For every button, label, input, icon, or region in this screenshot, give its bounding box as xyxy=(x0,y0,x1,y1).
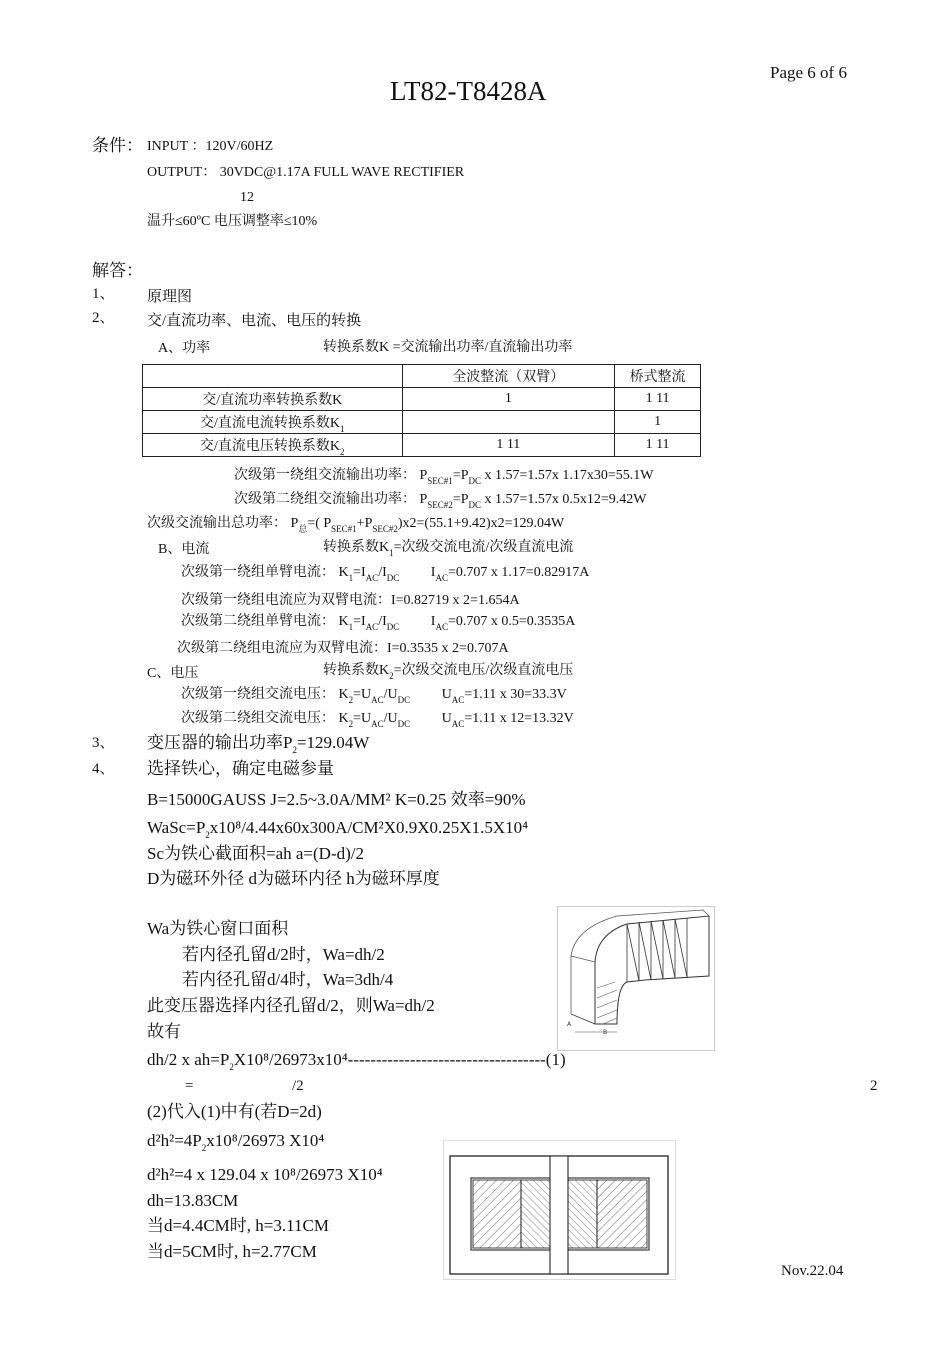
equation4: d²h²=4 x 129.04 x 10⁸/26973 X10⁴ xyxy=(147,1165,383,1184)
d2-result: 当d=5CM时, h=2.77CM xyxy=(147,1242,317,1261)
svg-text:A: A xyxy=(567,1021,572,1028)
dimensions-line: D为磁环外径 d为磁环内径 h为磁环厚度 xyxy=(147,869,440,888)
table-cell: 交/直流功率转换系数K xyxy=(143,388,403,411)
therefore-line: 故有 xyxy=(147,1022,181,1041)
table-row xyxy=(143,388,701,411)
sc-line: Sc为铁心截面积=ah a=(D-d)/2 xyxy=(147,844,364,863)
c2-line: 次级第二绕组交流电压： $K_2=U_{AC}/U_{DC}$ $U_{AC}=1.11$ x 12=13.32V xyxy=(181,711,574,729)
wasc-line: $WaSc=P_2x10^8/4.44x60x300A/CM^2X0.9X0.25X1.5X10^4$ xyxy=(147,818,529,840)
equation3: $d^2h^2=4P_2x10^8/26973$ X10⁴ xyxy=(147,1131,325,1153)
item2-number: 2、 xyxy=(92,310,115,326)
svg-text:B: B xyxy=(603,1029,608,1036)
item1-number: 1、 xyxy=(92,286,115,302)
equation2-a: = xyxy=(185,1078,194,1094)
core-cross-section-illustration xyxy=(443,1140,679,1280)
wa-line: Wa为铁心窗口面积 xyxy=(147,919,289,938)
wa2-line: 若内径孔留d/4时，Wa=3dh/4 xyxy=(182,970,394,989)
b3-line: 次级第二绕组单臂电流： $K_1=I_{AC}/I_{DC}$ $I_{AC}=0.707$ x 0.5=0.3535A xyxy=(181,614,576,632)
item4-text: 选择铁心，确定电磁参量 xyxy=(147,759,334,778)
item4-number: 4、 xyxy=(92,761,115,777)
output-spec: OUTPUT： 30VDC@1.17A FULL WAVE RECTIFIER xyxy=(147,165,465,180)
page-title: LT82-T8428A xyxy=(390,76,547,106)
conditions-label: 条件： xyxy=(92,136,143,155)
input-spec: INPUT ：120V/60HZ xyxy=(147,139,274,154)
dh-result: dh=13.83CM xyxy=(147,1191,239,1210)
table-header-cell: 全波整流（双臂） xyxy=(402,365,615,388)
table-cell: 1 11 xyxy=(615,434,701,457)
table-cell: 1 11 xyxy=(402,434,615,457)
section-c-formula: 转换系数$K_2=$次级交流电压/次级直流电压 xyxy=(323,663,574,681)
section-a-formula: 转换系数K =交流输出功率/直流输出功率 xyxy=(323,340,573,355)
c1-line: 次级第一绕组交流电压： $K_2=U_{AC}/U_{DC}$ $U_{AC}=1.11$ x 30=33.3V xyxy=(181,687,567,705)
table-row xyxy=(143,434,701,457)
page-number: Page 6 of 6 xyxy=(770,63,847,82)
item3-text: 变压器的输出功率$P_2=129.04W$ xyxy=(147,733,370,755)
output-extra: 12 xyxy=(240,190,254,205)
equation1: dh/2 x $ah=P_2X10^8/26973x10^4-----------------------------------(1)$ xyxy=(147,1050,566,1072)
item2-text: 交/直流功率、电流、电压的转换 xyxy=(147,313,362,329)
section-b-label: B、电流 xyxy=(158,542,210,557)
sec2-power-line: 次级第二绕组交流输出功率： $P_{SEC\#2}=P_{DC}$ x 1.57=1.57x 0.5x12=9.42W xyxy=(234,492,647,510)
section-b-formula: 转换系数$K_1=$次级交流电流/次级直流电流 xyxy=(323,540,574,558)
temperature-spec: 温升≤60ºC 电压调整率≤10% xyxy=(147,214,318,229)
equation2-c: 2 xyxy=(870,1078,878,1094)
table-cell: 1 xyxy=(402,388,615,411)
wa3-line: 此变压器选择内径孔留d/2，则Wa=dh/2 xyxy=(147,996,435,1015)
table-cell xyxy=(402,411,615,434)
b2-line: 次级第一绕组电流应为双臂电流：I=0.82719 x 2=1.654A xyxy=(181,593,520,608)
substitution-line: (2)代入(1)中有(若D=2d) xyxy=(147,1102,322,1121)
total-power-line: 次级交流输出总功率： $P_总=$( $P_{SEC\#1}+P_{SEC\#2})x2=(55.1+9.42)x2=129.04W$ xyxy=(147,516,565,534)
conversion-table xyxy=(142,364,701,457)
section-a-label: A、功率 xyxy=(158,341,211,356)
table-row xyxy=(143,411,701,434)
b1-line: 次级第一绕组单臂电流： $K_1=I_{AC}/I_{DC}$ $I_{AC}=0.707$ x 1.17=0.82917A xyxy=(181,565,590,583)
item1-text: 原理图 xyxy=(147,289,193,305)
params-line: B=15000GAUSS J=2.5~3.0A/MM² K=0.25 效率=90% xyxy=(147,790,526,809)
b4-line: 次级第二绕组电流应为双臂电流：I=0.3535 x 2=0.707A xyxy=(177,641,509,656)
wa1-line: 若内径孔留d/2时，Wa=dh/2 xyxy=(182,945,385,964)
table-cell: 交/直流电流转换系数$K_1$ xyxy=(143,411,403,434)
table-cell: 1 xyxy=(615,411,701,434)
sec1-power-line: 次级第一绕组交流输出功率： $P_{SEC\#1}=P_{DC}$ x 1.57=1.57x 1.17x30=55.1W xyxy=(234,468,654,486)
footer-date: Nov.22.04 xyxy=(781,1263,844,1279)
table-cell: 交/直流电压转换系数$K_2$ xyxy=(143,434,403,457)
item3-number: 3、 xyxy=(92,735,115,751)
table-header-row xyxy=(143,365,701,388)
table-header-cell xyxy=(143,365,403,388)
table-header-cell: 桥式整流 xyxy=(615,365,701,388)
equation2-b: /2 xyxy=(292,1078,304,1094)
toroid-core-illustration xyxy=(557,906,715,1051)
answer-label: 解答： xyxy=(92,261,143,280)
section-c-label: C、电压 xyxy=(147,666,199,681)
d1-result: 当d=4.4CM时, h=3.11CM xyxy=(147,1216,329,1235)
table-cell: 1 11 xyxy=(615,388,701,411)
